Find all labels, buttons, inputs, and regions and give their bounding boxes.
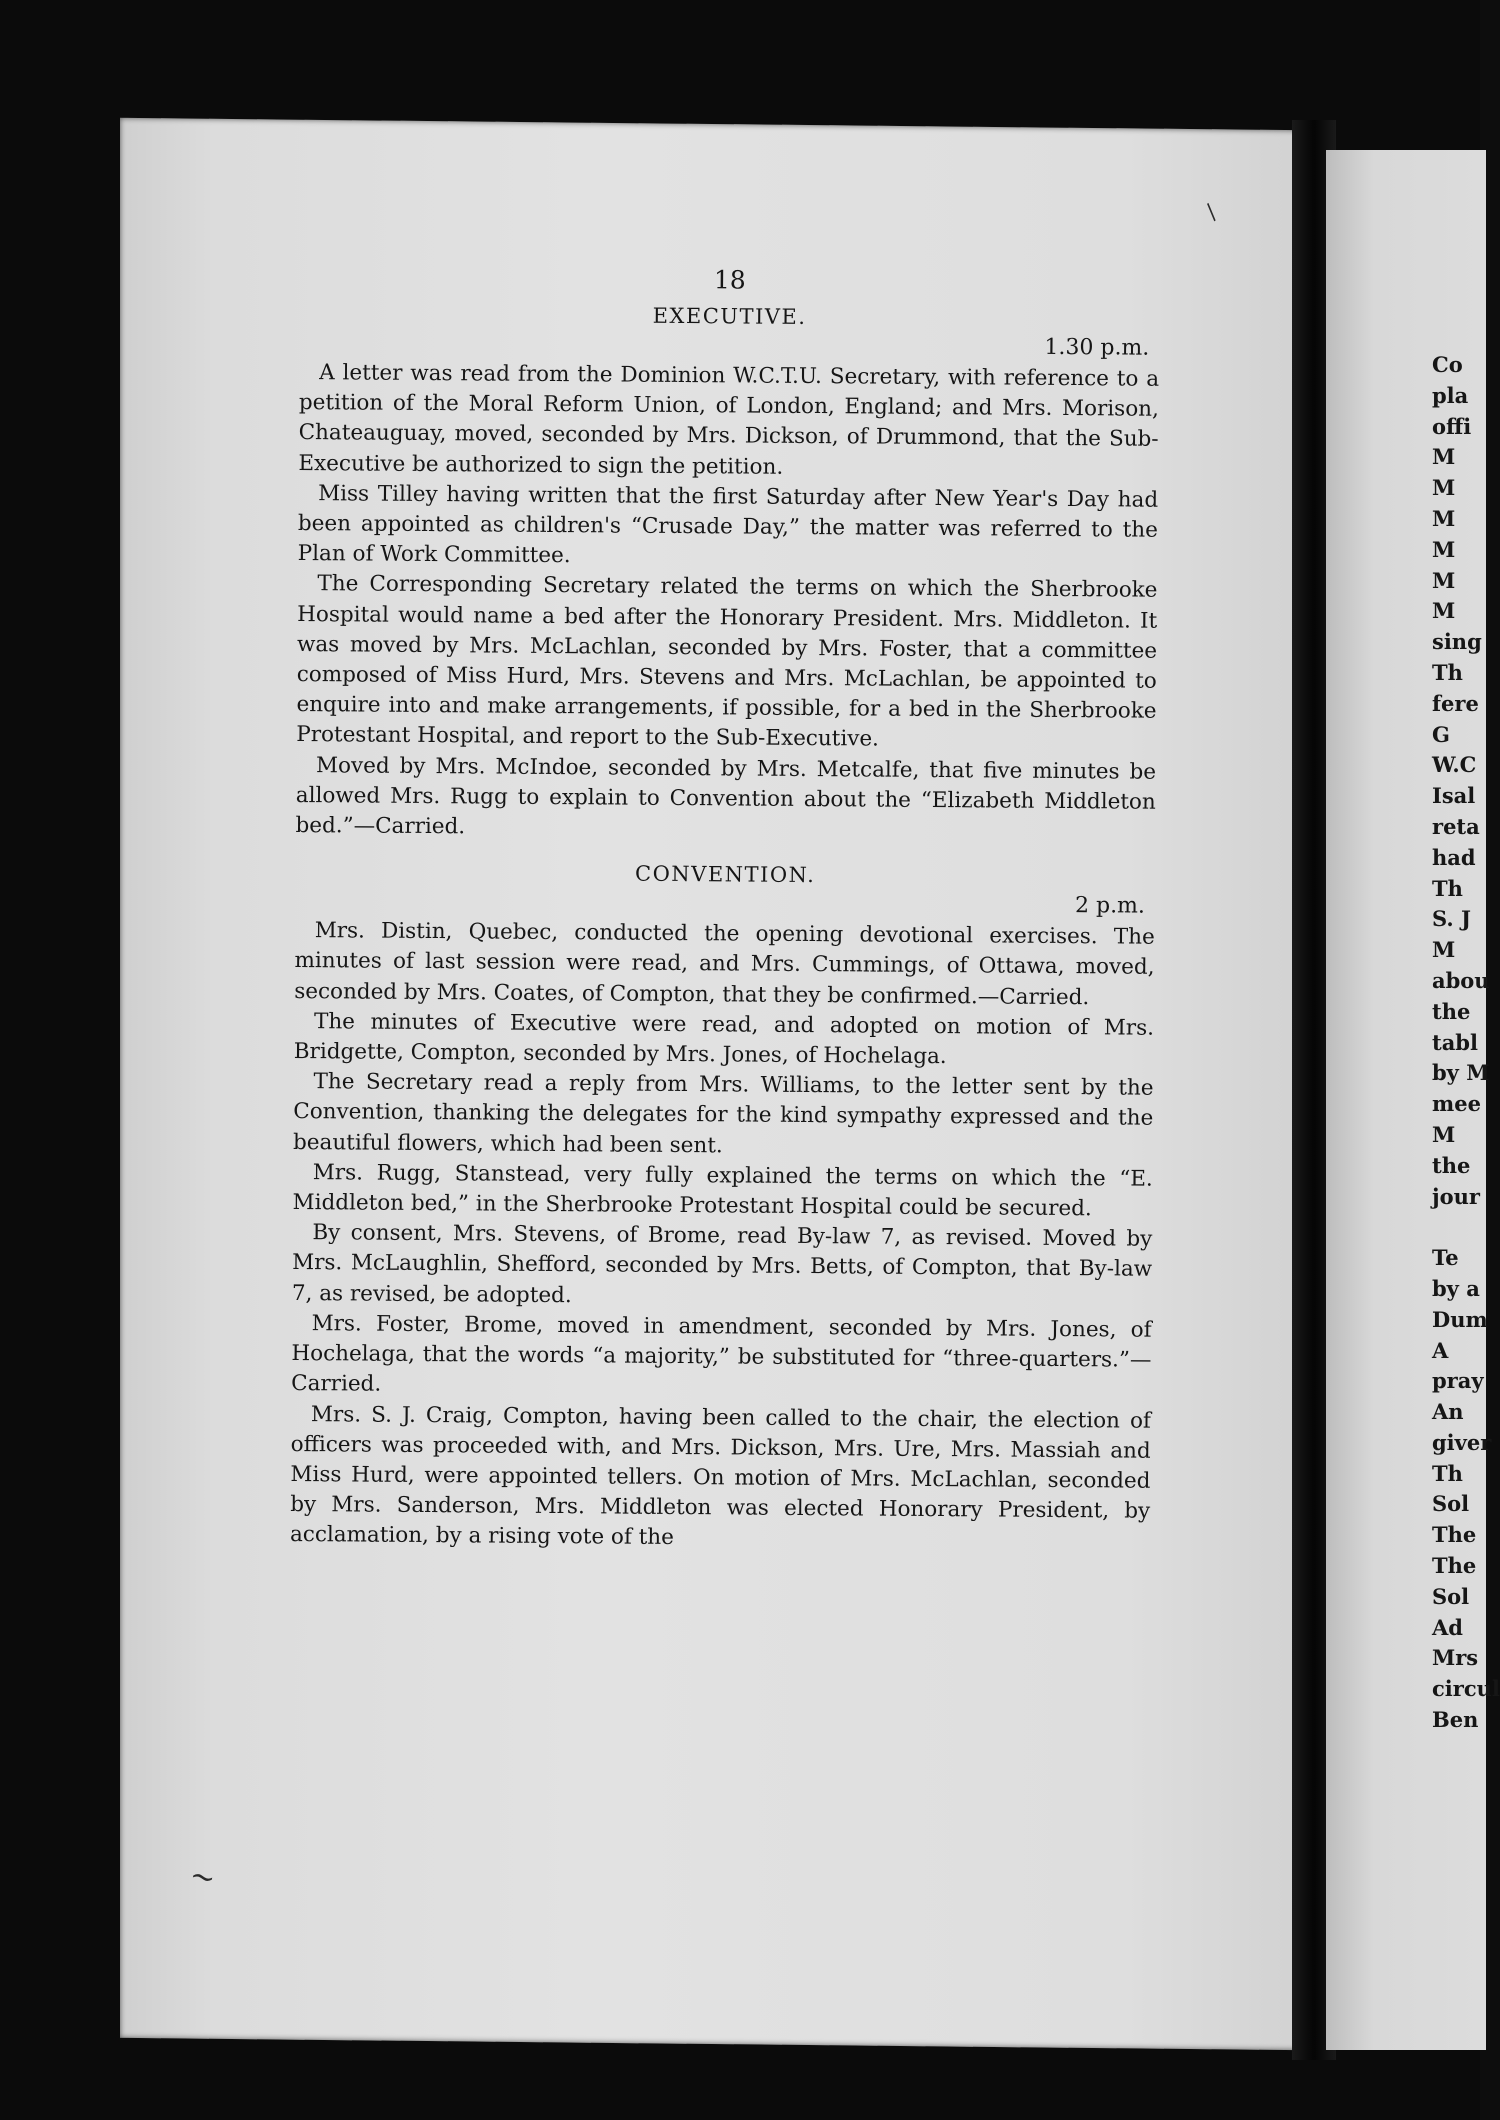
section-heading: EXECUTIVE.	[652, 303, 807, 329]
facing-page-fragment: Dum	[1432, 1306, 1488, 1332]
facing-page-fragment: giver	[1432, 1429, 1492, 1455]
section-executive	[295, 301, 1159, 848]
facing-page-fragment: tabl	[1432, 1029, 1478, 1055]
paragraph: Mrs. Distin, Quebec, conducted the opening devotional exercises. The minutes of last session were read, and Mrs. Cummings, of Ottawa, moved, seconded by Mrs. Coates, of Compton, that they be confirmed.—Carried.	[294, 918, 1155, 1010]
facing-page-fragment: Th	[1432, 875, 1463, 901]
facing-page-fragment: Sol	[1432, 1491, 1470, 1517]
facing-page-fragment: M	[1432, 536, 1456, 562]
facing-page-fragment: had	[1432, 844, 1476, 870]
facing-page-text	[1432, 350, 1500, 1736]
paragraph: Mrs. Foster, Brome, moved in amendment, seconded by Mrs. Jones, of Hochelaga, that the words “a majority,” be substituted for “three-quarters.”—Carried.	[291, 1311, 1152, 1397]
facing-page-fragment: G	[1432, 721, 1450, 747]
session-time: 2 p.m.	[1074, 893, 1146, 919]
facing-page-fragment: offi	[1432, 413, 1472, 439]
paragraph: The Corresponding Secretary related the terms on which the Sherbrooke Hospital would name a bed after the Honorary President. Mrs. Middleton. It was moved by Mrs. McLachlan, seconded by Mrs. Foster, that a committee composed of Miss Hurd, Mrs. Stevens and Mrs. McLachlan, be appointed to enquire into and make arrangements, if possible, for a bed in the Sherbrooke Protestant Hospital, and report to the Sub-Executive.	[296, 571, 1158, 752]
facing-page-fragment: An	[1432, 1399, 1464, 1425]
facing-page-fragment: fere	[1432, 690, 1479, 716]
facing-page-gap	[1432, 1212, 1492, 1243]
facing-page-fragment: the	[1432, 1152, 1471, 1178]
facing-page-fragment: by M	[1432, 1060, 1490, 1086]
facing-page-fragment: A	[1432, 1337, 1449, 1363]
facing-page-fragment: The	[1432, 1553, 1477, 1579]
facing-page-fragment: M	[1432, 598, 1456, 624]
facing-page-fragment: The	[1432, 1522, 1477, 1548]
facing-page-fragment: Co	[1432, 352, 1463, 377]
section-convention	[290, 859, 1155, 1557]
facing-page-fragment: mee	[1432, 1091, 1481, 1117]
facing-page-fragment: pla	[1432, 382, 1469, 408]
smudge-mark-icon: ∼	[185, 1857, 220, 1898]
facing-page-fragment: M	[1432, 937, 1456, 963]
facing-page-fragment: Ben	[1432, 1707, 1479, 1733]
paragraph: Miss Tilley having written that the first Saturday after New Year's Day had been appointed as children's “Crusade Day,” the matter was referred to the Plan of Work Committee.	[297, 480, 1159, 569]
facing-page-fragment: M	[1432, 444, 1456, 470]
facing-page-fragment: Mrs	[1432, 1645, 1479, 1671]
paragraph: Mrs. Rugg, Stanstead, very fully explained the terms on which the “E. Middleton bed,” in the Sherbrooke Protestant Hospital could be secured.	[292, 1160, 1153, 1222]
facing-page-fragment: reta	[1432, 813, 1480, 839]
paragraph: The Secretary read a reply from Mrs. Williams, to the letter sent by the Convention, thanking the delegates for the kind sympathy expressed and the beautiful flowers, which had been sent.	[292, 1069, 1154, 1159]
paragraph: Moved by Mrs. McIndoe, seconded by Mrs. Metcalfe, that five minutes be allowed Mrs. Rugg to explain to Convention about the “Elizabeth Middleton bed.”—Carried.	[295, 752, 1157, 840]
facing-page-fragment: the	[1432, 998, 1471, 1024]
facing-page-fragment: abou	[1432, 967, 1490, 993]
paragraph: Mrs. S. J. Craig, Compton, having been called to the chair, the election of officers was proceeded with, and Mrs. Dickson, Mrs. Ure, Mrs. Massiah and Miss Hurd, were appointed tellers. On motion of Mrs. McLachlan, seconded by Mrs. Sanderson, Mrs. Middleton was elected Honorary President, by acclamation, by a rising vote of the	[289, 1401, 1152, 1551]
facing-page-fragment: by a	[1432, 1275, 1480, 1301]
facing-page-fragment: M	[1432, 1121, 1456, 1147]
paragraph: The minutes of Executive were read, and adopted on motion of Mrs. Bridgette, Compton, seconded by Mrs. Jones, of Hochelaga.	[293, 1008, 1155, 1070]
facing-page-fragment: jour	[1432, 1183, 1480, 1209]
facing-page-fragment: sing	[1432, 629, 1482, 655]
facing-page-fragment: Th	[1432, 1460, 1463, 1486]
facing-page-fragment: Ad	[1432, 1614, 1463, 1640]
facing-page-fragment: pray	[1432, 1368, 1484, 1394]
paragraph: A letter was read from the Dominion W.C.T.U. Secretary, with reference to a petition of the Moral Reform Union, of London, England; and Mrs. Morison, Chateauguay, moved, seconded by Mrs. Dickson, of Drummond, that the Sub-Executive be authorized to sign the petition.	[298, 360, 1160, 480]
facing-page-fragment: circul	[1432, 1676, 1500, 1702]
facing-page-fragment: Isal	[1432, 783, 1476, 809]
facing-page-fragment: Sol	[1432, 1583, 1470, 1609]
facing-page-fragment: M	[1432, 567, 1456, 593]
page-number: 18	[713, 265, 746, 295]
facing-page-fragment: Te	[1432, 1245, 1459, 1271]
facing-page-fragment: M	[1432, 475, 1456, 501]
facing-page-fragment: Th	[1432, 659, 1463, 685]
facing-page-fragment: S. J	[1432, 906, 1471, 932]
session-time: 1.30 p.m.	[1044, 334, 1150, 361]
facing-page-fragment: M	[1432, 505, 1456, 531]
paragraph: By consent, Mrs. Stevens, of Brome, read By-law 7, as revised. Moved by Mrs. McLaughlin, Shefford, seconded by Mrs. Betts, of Compton, that By-law 7, as revised, be adopted.	[291, 1220, 1153, 1308]
facing-page-fragment: W.C	[1432, 752, 1477, 778]
section-heading: CONVENTION.	[634, 861, 816, 888]
pencil-mark-icon: ∕	[1200, 200, 1223, 225]
page-content	[290, 262, 1160, 1557]
